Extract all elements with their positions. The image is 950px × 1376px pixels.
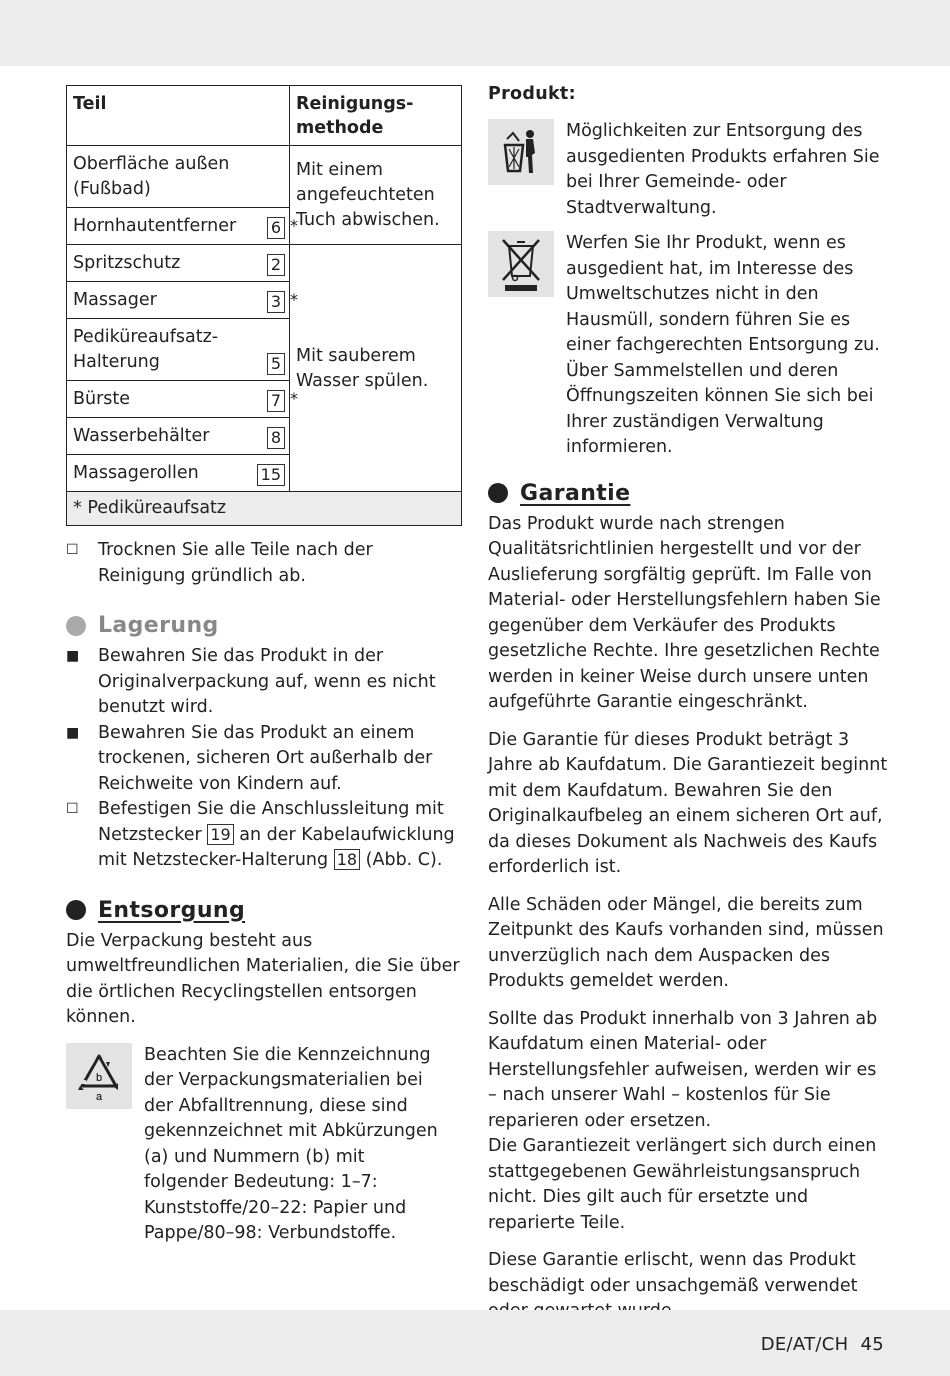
bullet-dot-icon — [66, 616, 86, 636]
table-row — [67, 319, 290, 381]
table-row — [67, 455, 290, 492]
part-number: 15 — [257, 464, 285, 486]
disposal-title: Entsorgung — [98, 897, 246, 923]
product-disposal-text-1: Möglichkeiten zur Entsorgung des ausgedienten Produkts erfahren Sie bei Ihrer Gemeinde- oder Stadtverwaltung. — [566, 121, 880, 218]
bullet-dot-icon — [66, 900, 86, 920]
table-row — [67, 282, 290, 319]
part-number: 18 — [334, 849, 360, 870]
table-footnote: * Pediküreaufsatz — [67, 492, 462, 526]
warranty-paragraph: Diese Garantie erlischt, wenn das Produkt beschädigt oder unsachgemäß verwendet — [488, 1250, 858, 1296]
warranty-paragraph: Die Garantie für dieses Produkt beträgt 3 Jahre ab Kaufdatum. Die Garantiezeit beginnt mit dem Kaufdatum. Bewahren Sie den Originalkaufbeleg an einem sicheren Ort auf, da dieses Dokument als Nachweis des Kaufs erforderlich ist. — [488, 729, 888, 877]
page-number: 45 — [860, 1334, 884, 1355]
recycle-block — [66, 1043, 462, 1247]
part-label: Massager — [73, 290, 157, 310]
storage-heading — [66, 613, 462, 638]
list-item — [66, 721, 462, 798]
recycle-text: Beachten Sie die Kennzeichnung der Verpackungsmaterialien bei der Abfalltrennung, diese sind gekennzeichnet mit Abkürzungen (a) und Nummern (b) mit folgender Bedeutung: 1–7: Kunststoffe/20–22: Papier und Pappe/80–98: Verbundstoffe. — [144, 1044, 438, 1243]
left-column — [66, 85, 462, 1247]
crossed-bin-icon — [488, 231, 554, 297]
part-number: 2 — [267, 254, 285, 276]
part-number: 7 * — [267, 390, 285, 412]
table-row: Oberfläche außen (Fußbad) — [67, 146, 290, 208]
part-label: Bürste — [73, 389, 131, 409]
checkbox-icon: ☐ — [66, 542, 79, 558]
dry-note — [66, 538, 462, 589]
bullet-dot-icon — [488, 483, 508, 503]
product-disposal-1 — [488, 119, 888, 221]
disposal-intro: Die Verpackung besteht aus umweltfreundlichen Materialien, die Sie über die örtlichen Recyclingstellen entsorgen können. — [66, 930, 460, 1027]
part-number: 6 * — [267, 217, 285, 239]
disposal-heading — [66, 898, 462, 923]
footer-region: DE/AT/CH — [760, 1334, 849, 1355]
table-header-part: Teil — [67, 86, 290, 146]
trash-bin-icon — [488, 119, 554, 185]
list-item — [66, 797, 462, 874]
list-item-text: Bewahren Sie das Produkt an einem trockenen, sicheren Ort außerhalb der Reichweite von Kindern auf. — [98, 722, 433, 794]
list-item-text: Bewahren Sie das Produkt in der Originalverpackung auf, wenn es nicht benutzt wird. — [98, 646, 436, 717]
product-label: Produkt: — [488, 84, 576, 104]
cleaning-table — [66, 85, 462, 526]
warranty-paragraph: Alle Schäden oder Mängel, die bereits zum Zeitpunkt des Kaufs vorhanden sind, müssen unverzüglich nach dem Auspacken des Produkts gemeldet werden. — [488, 894, 884, 991]
header-bar — [0, 0, 950, 66]
method-wipe: Mit einem angefeuchteten Tuch abwischen. — [290, 146, 462, 245]
square-bullet-icon: ■ — [66, 724, 80, 741]
part-label: Spritzschutz — [73, 253, 181, 273]
page-footer — [761, 1334, 884, 1355]
part-number: 8 — [267, 427, 285, 449]
warranty-paragraph: Sollte das Produkt innerhalb von 3 Jahren ab Kaufdatum einen Material- oder Herstellungsfehler aufweisen, werden wir es – nach unserer Wahl – kostenlos für Sie reparieren oder ersetzen. — [488, 1008, 878, 1131]
dry-note-text: Trocknen Sie alle Teile nach der Reinigung gründlich ab. — [98, 540, 373, 586]
product-disposal-2 — [488, 231, 888, 461]
list-item — [66, 644, 462, 721]
warranty-paragraph: Die Garantiezeit verlängert sich durch einen stattgegebenen Gewährleistungsanspruch nicht. Dies gilt auch für ersetzte und reparierte Teile. — [488, 1136, 877, 1233]
checkbox-icon: ☐ — [66, 801, 79, 817]
table-row — [67, 245, 290, 282]
warranty-paragraph: Das Produkt wurde nach strengen Qualitätsrichtlinien hergestellt und vor der Auslieferung sorgfältig geprüft. Im Falle von Material- oder Herstellungsfehlern haben Sie gegenüber dem Verkäufer des Produkts gesetzliche Rechte. Ihre gesetzlichen Rechte werden in keiner Weise durch unsere unten aufgeführte Garantie eingeschränkt. — [488, 513, 881, 712]
part-label: Pediküreaufsatz- Halterung — [73, 327, 219, 372]
svg-text:b: b — [95, 1071, 103, 1084]
method-rinse: Mit sauberem Wasser spülen. — [290, 245, 462, 492]
part-number: 19 — [207, 824, 233, 845]
warranty-heading — [488, 481, 888, 506]
table-row — [67, 208, 290, 245]
part-label: Hornhautentferner — [73, 216, 237, 236]
part-number: 5 — [267, 353, 285, 375]
table-row — [67, 381, 290, 418]
table-header-method: Reinigungs- methode — [290, 86, 462, 146]
table-row — [67, 418, 290, 455]
part-label: Wasserbehälter — [73, 426, 210, 446]
list-item-text: Befestigen Sie die Anschlussleitung mit Netzstecker 19 an der Kabelaufwicklung mit Netzstecker-Halterung 18 (Abb. C). — [98, 799, 455, 870]
square-bullet-icon: ■ — [66, 648, 80, 664]
right-column — [488, 82, 888, 1325]
part-label: Massagerollen — [73, 463, 199, 483]
product-disposal-text-2: Werfen Sie Ihr Produkt, wenn es ausgedient hat, im Interesse des Umweltschutzes nicht in den Hausmüll, sondern führen Sie es einer fachgerechten Entsorgung zu. Über Sammelstellen und deren Öffnungszeiten können Sie sich bei Ihrer zuständigen Verwaltung informieren. — [566, 233, 880, 457]
part-number: 3 * — [267, 291, 285, 313]
storage-title: Lagerung — [98, 613, 219, 638]
recycle-icon — [66, 1043, 132, 1109]
svg-text:a: a — [95, 1090, 103, 1102]
warranty-title: Garantie — [520, 480, 631, 506]
